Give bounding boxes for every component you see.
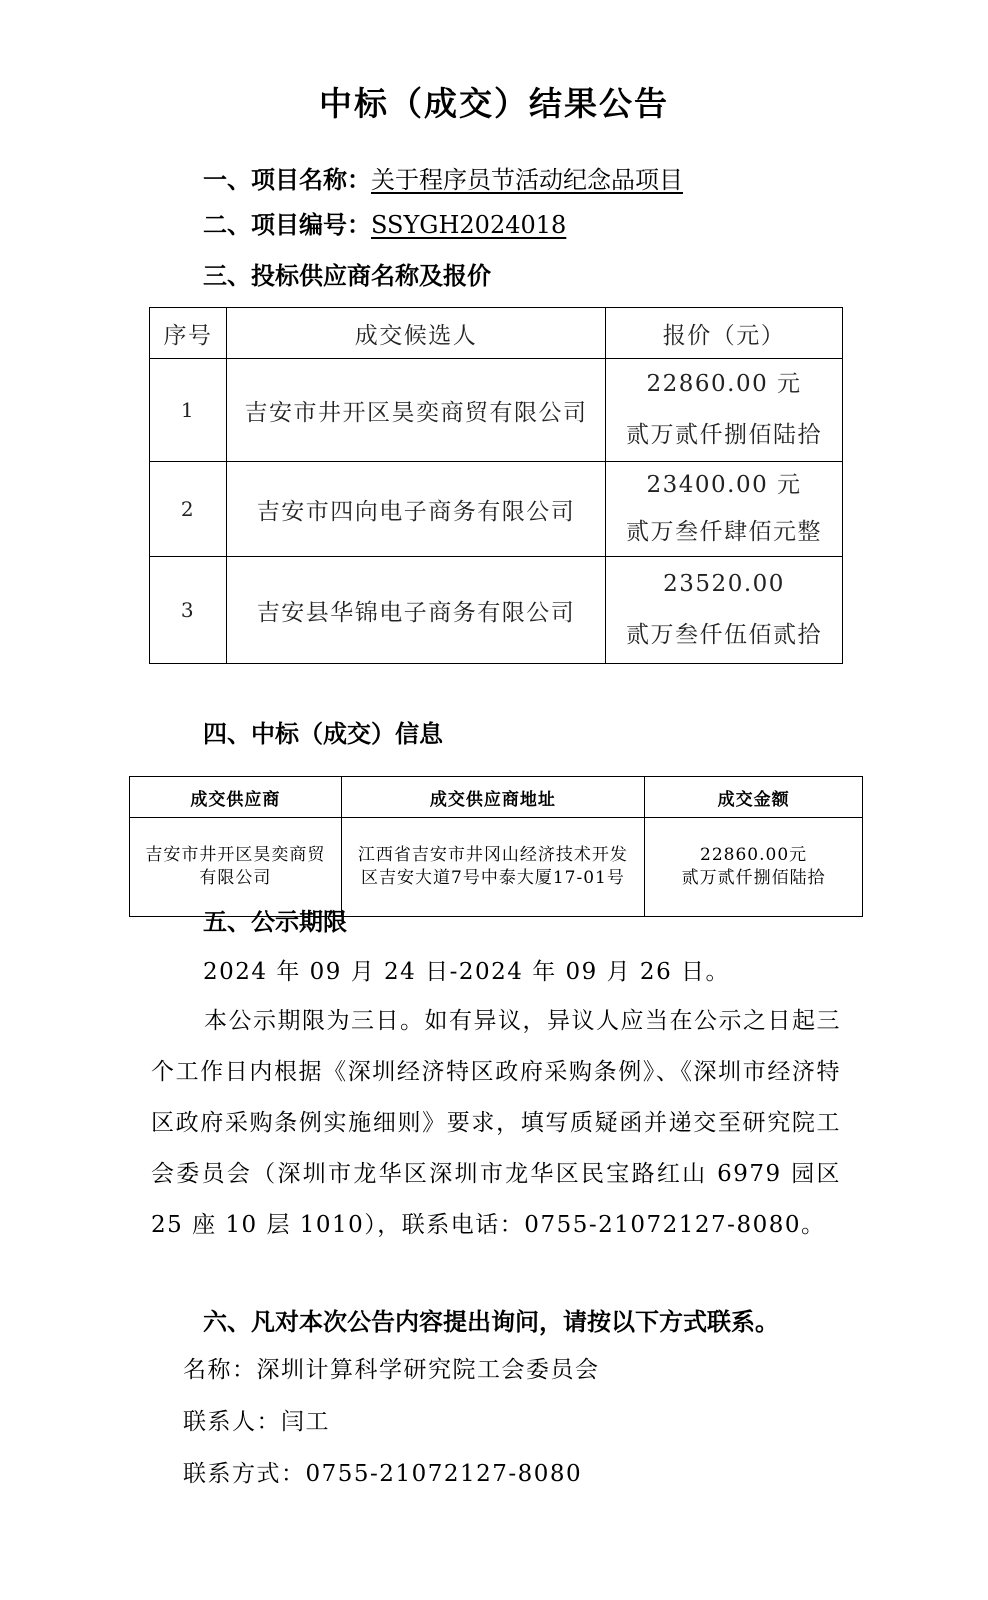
contact-person: 联系人：闫工 [183,1409,330,1435]
project-number-line [203,208,566,242]
publicity-period: 2024 年 09 月 24 日-2024 年 09 月 26 日。 [203,959,731,985]
bid-price-cell [606,557,843,664]
award-amount-chinese: 贰万贰仟捌佰陆拾 [681,868,826,888]
contact-organization: 名称：深圳计算科学研究院工会委员会 [183,1357,600,1383]
project-name-line [203,163,683,197]
table-row [130,818,863,917]
bid-price: 23400.00 元 [646,472,802,498]
bidder-name: 吉安县华锦电子商务有限公司 [226,557,605,664]
row-number: 1 [150,359,227,462]
bid-price: 23520.00 [663,571,785,597]
bidder-name: 吉安市四向电子商务有限公司 [226,462,605,557]
bid-price-chinese: 贰万叁仟肆佰元整 [626,519,823,545]
bid-price: 22860.00 元 [646,371,802,397]
row-number: 2 [150,462,227,557]
table-header: 报价（元） [606,308,843,359]
bid-price-chinese: 贰万叁仟伍佰贰拾 [626,622,823,648]
bidder-name: 吉安市井开区昊奕商贸有限公司 [226,359,605,462]
table-header: 成交供应商 [130,777,342,818]
award-table [129,776,863,917]
table-header-row [150,308,843,359]
bid-price-cell [606,359,843,462]
page-title: 中标（成交）结果公告 [319,84,669,123]
table-header: 成交金额 [645,777,863,818]
table-row [150,557,843,664]
award-info-heading: 四、中标（成交）信息 [203,720,443,748]
bidders-table [149,307,843,664]
publicity-period-heading: 五、公示期限 [203,908,347,936]
project-number-value: SSYGH2024018 [371,211,567,239]
table-header: 成交供应商地址 [341,777,645,818]
project-name-value: 关于程序员节活动纪念品项目 [371,166,683,194]
supplier-address: 江西省吉安市井冈山经济技术开发区吉安大道7号中泰大厦17-01号 [341,818,645,917]
table-row [150,359,843,462]
row-number: 3 [150,557,227,664]
project-number-label: 二、项目编号： [203,211,371,239]
inquiry-heading: 六、凡对本次公告内容提出询问，请按以下方式联系。 [203,1308,779,1336]
award-amount: 22860.00元 [700,845,808,865]
project-name-label: 一、项目名称： [203,166,371,194]
contact-phone: 联系方式：0755-21072127-8080 [183,1461,583,1487]
bid-price-cell [606,462,843,557]
bid-price-chinese: 贰万贰仟捌佰陆拾 [626,422,823,448]
award-amount-cell [645,818,863,917]
bidders-heading: 三、投标供应商名称及报价 [203,262,491,290]
objection-notice: 本公示期限为三日。如有异议，异议人应当在公示之日起三个工作日内根据《深圳经济特区政府采购条例》、《深圳市经济特区政府采购条例实施细则》要求，填写质疑函并递交至研究院工会委员会（深圳市龙华区深圳市龙华区民宝路红山 6979 园区 25 座 10 层 1010），联系电话：0755-21072127-8080。 [151,1008,841,1238]
winning-supplier: 吉安市井开区昊奕商贸有限公司 [130,818,342,917]
table-header: 成交候选人 [226,308,605,359]
table-header-row [130,777,863,818]
table-row [150,462,843,557]
table-header: 序号 [150,308,227,359]
